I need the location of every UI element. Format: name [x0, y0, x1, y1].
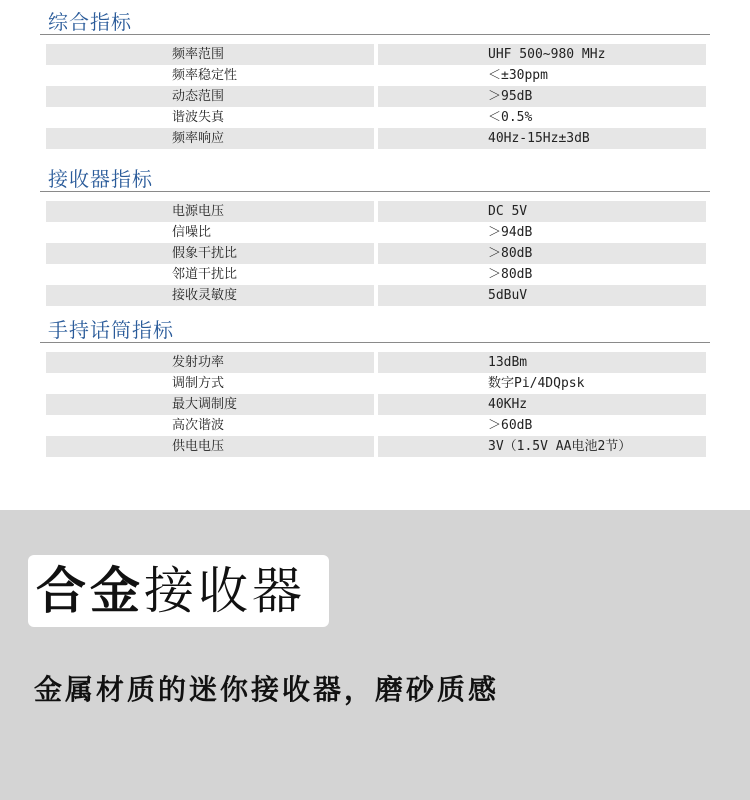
spec-label: 频率范围: [172, 47, 225, 62]
spec-label: 接收灵敏度: [172, 288, 238, 303]
table-row: [46, 201, 706, 222]
table-row: [46, 436, 706, 457]
feature-panel: [0, 510, 750, 800]
table-row: [46, 128, 706, 149]
table-row: [46, 394, 706, 415]
spec-label: 频率稳定性: [172, 68, 238, 83]
feature-badge-light-text: 接收器: [144, 562, 306, 620]
spec-value: 3V（1.5V AA电池2节）: [488, 439, 632, 454]
spec-label: 谐波失真: [172, 110, 225, 125]
table-row: [46, 415, 706, 436]
spec-value: UHF 500~980 MHz: [488, 47, 606, 62]
table-row: [46, 352, 706, 373]
spec-value: 5dBuV: [488, 288, 528, 303]
table-row: [46, 86, 706, 107]
table-row: [46, 264, 706, 285]
spec-label: 邻道干扰比: [172, 267, 238, 282]
spec-value: ＞94dB: [488, 225, 533, 240]
table-row: [46, 285, 706, 306]
spec-label: 信噪比: [172, 225, 212, 240]
feature-badge-bold-text: 合金: [36, 562, 144, 620]
section-title-receiver: 接收器指标: [48, 167, 153, 191]
spec-value: ＞60dB: [488, 418, 533, 433]
table-row: [46, 373, 706, 394]
feature-badge: [28, 555, 329, 627]
table-row: [46, 243, 706, 264]
spec-value: ＞80dB: [488, 267, 533, 282]
spec-value: ＞95dB: [488, 89, 533, 104]
spec-value: ＜0.5%: [488, 110, 533, 125]
table-row: [46, 222, 706, 243]
spec-label: 供电电压: [172, 439, 225, 454]
spec-value: 40Hz-15Hz±3dB: [488, 131, 590, 146]
spec-label: 最大调制度: [172, 397, 238, 412]
section-divider: [40, 191, 710, 192]
spec-label: 电源电压: [172, 204, 225, 219]
table-row: [46, 65, 706, 86]
spec-value: 数字Pi/4DQpsk: [488, 376, 585, 391]
spec-value: ＜±30ppm: [488, 68, 548, 83]
spec-value: ＞80dB: [488, 246, 533, 261]
spec-label: 频率响应: [172, 131, 225, 146]
section-divider: [40, 342, 710, 343]
spec-label: 发射功率: [172, 355, 225, 370]
table-row: [46, 44, 706, 65]
feature-badge-title: [36, 561, 306, 621]
spec-value: 13dBm: [488, 355, 528, 370]
spec-label: 调制方式: [172, 376, 225, 391]
spec-value: DC 5V: [488, 204, 528, 219]
spec-label: 动态范围: [172, 89, 225, 104]
section-title-general: 综合指标: [48, 10, 132, 34]
table-row: [46, 107, 706, 128]
section-divider: [40, 34, 710, 35]
feature-tagline: 金属材质的迷你接收器，磨砂质感: [34, 673, 500, 706]
spec-table-general: [46, 44, 706, 149]
spec-label: 高次谐波: [172, 418, 225, 433]
spec-table-receiver: [46, 201, 706, 306]
section-title-handheld-mic: 手持话筒指标: [48, 318, 174, 342]
spec-label: 假象干扰比: [172, 246, 238, 261]
spec-value: 40KHz: [488, 397, 528, 412]
spec-table-handheld-mic: [46, 352, 706, 457]
